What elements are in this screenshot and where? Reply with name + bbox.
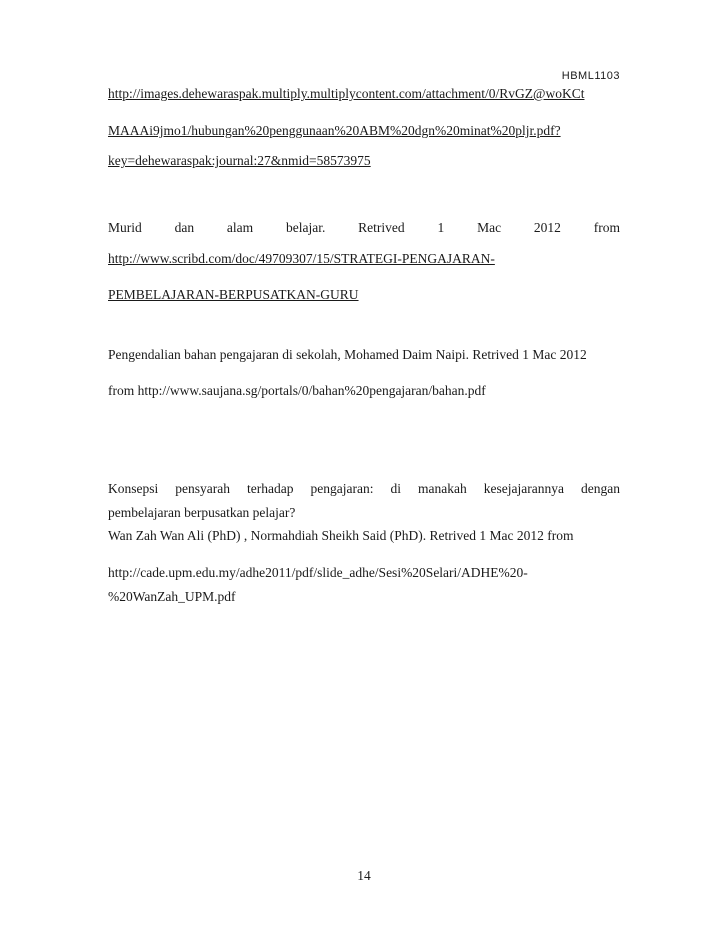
word: manakah	[418, 481, 467, 496]
word: from	[593, 220, 620, 235]
word: dan	[174, 220, 195, 235]
word: belajar.	[285, 220, 326, 235]
reference-line: Pengendalian bahan pengajaran di sekolah, Mohamed Daim Naipi. Retrived 1 Mac 2012	[108, 347, 587, 362]
reference-line: pembelajaran berpusatkan pelajar?	[108, 505, 296, 520]
word: di	[390, 481, 402, 496]
reference-link-line[interactable]: PEMBELAJARAN-BERPUSATKAN-GURU	[108, 287, 359, 302]
word: pengajaran:	[310, 481, 374, 496]
word: Konsepsi	[108, 481, 159, 496]
reference-line: Wan Zah Wan Ali (PhD) , Normahdiah Sheikh Said (PhD). Retrived 1 Mac 2012 from	[108, 528, 574, 543]
word: Mac	[477, 220, 502, 235]
reference-line-justified	[108, 481, 620, 497]
word: 1	[437, 220, 445, 235]
reference-link-line[interactable]: http://www.scribd.com/doc/49709307/15/STRATEGI-PENGAJARAN-	[108, 251, 495, 266]
word: 2012	[533, 220, 561, 235]
reference-link-line[interactable]: key=dehewaraspak:journal:27&nmid=58573975	[108, 153, 371, 168]
word: Murid	[108, 220, 142, 235]
reference-line: %20WanZah_UPM.pdf	[108, 589, 236, 604]
reference-link-line[interactable]: MAAAi9jmo1/hubungan%20penggunaan%20ABM%20dgn%20minat%20pljr.pdf?	[108, 123, 561, 138]
word: dengan	[581, 481, 620, 496]
word: Retrived	[358, 220, 405, 235]
document-code: HBML1103	[561, 70, 620, 82]
page-number: 14	[357, 868, 371, 883]
reference-line: from http://www.saujana.sg/portals/0/bahan%20pengajaran/bahan.pdf	[108, 383, 486, 398]
word: terhadap	[247, 481, 294, 496]
reference-line: http://cade.upm.edu.my/adhe2011/pdf/slide_adhe/Sesi%20Selari/ADHE%20-	[108, 565, 528, 580]
word: alam	[226, 220, 254, 235]
word: kesejajarannya	[483, 481, 564, 496]
word: pensyarah	[175, 481, 230, 496]
reference-line-justified	[108, 220, 620, 236]
reference-link-line[interactable]: http://images.dehewaraspak.multiply.multiplycontent.com/attachment/0/RvGZ@woKCt	[108, 86, 585, 101]
